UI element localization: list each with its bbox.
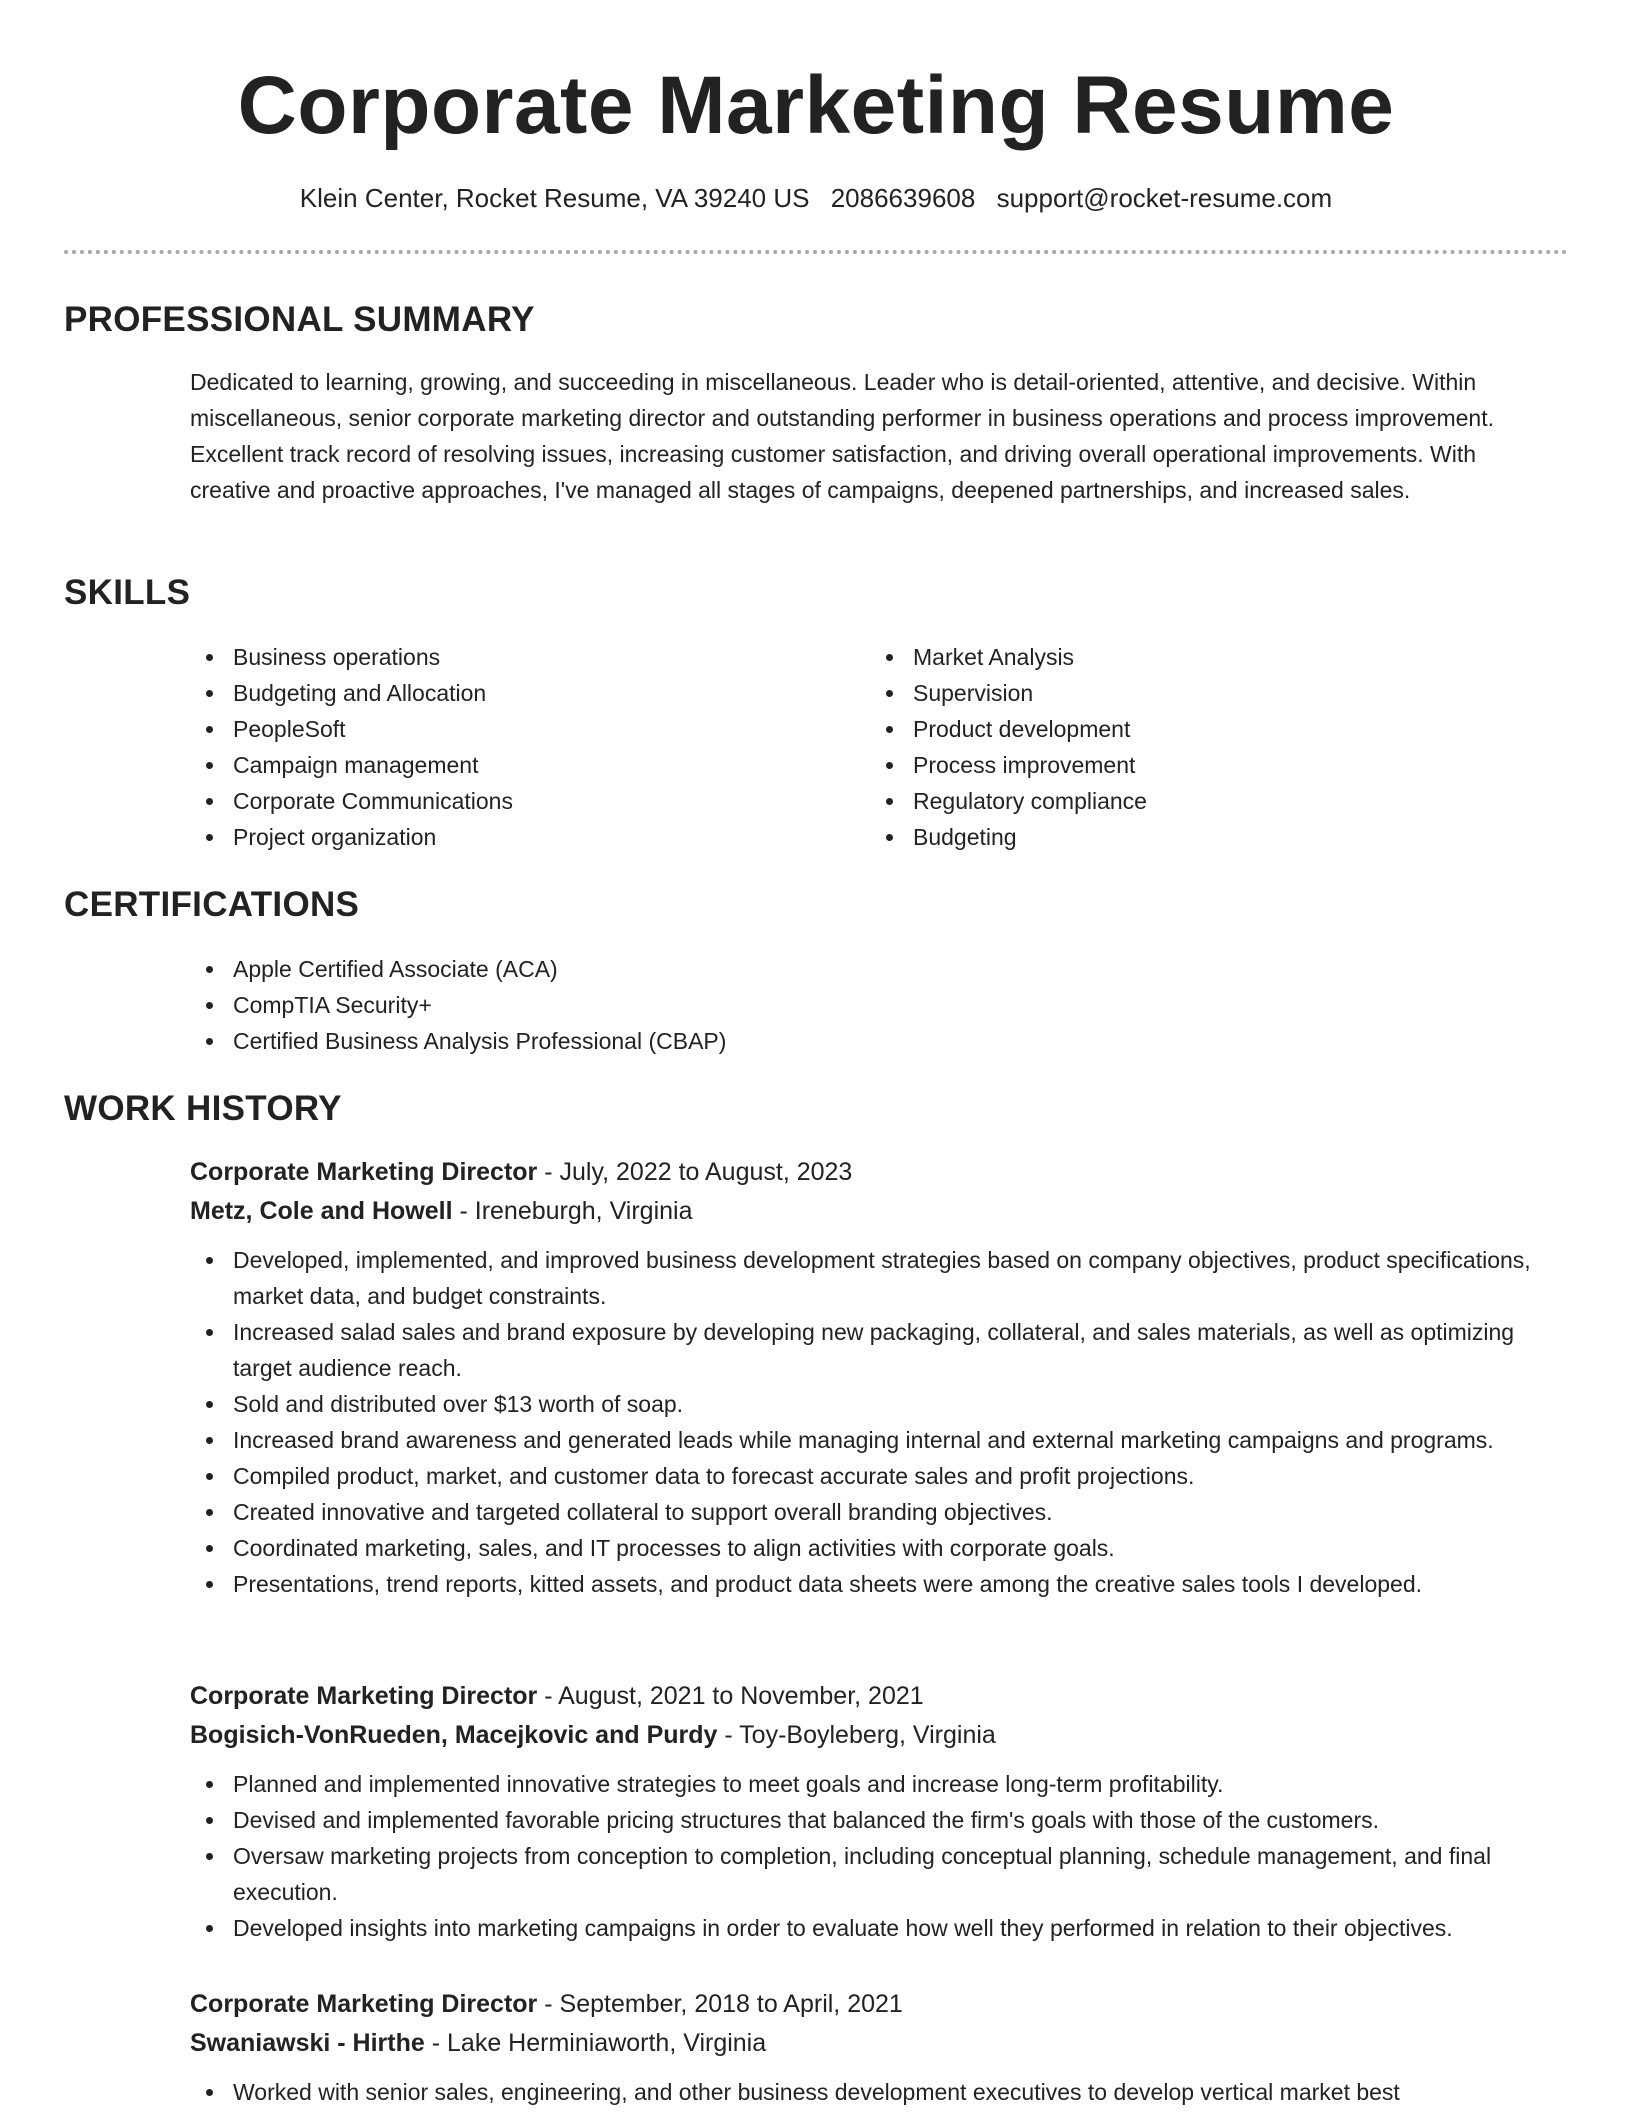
job-location: - Lake Herminiaworth, Virginia: [424, 2029, 767, 2057]
job-company: Swaniawski - Hirthe: [190, 2029, 425, 2057]
job-role-line: [190, 1153, 1570, 1192]
email: support@rocket-resume.com: [996, 183, 1333, 213]
job-bullet: Sold and distributed over $13 worth of soap.: [190, 1386, 1570, 1422]
skills-column-1: [190, 639, 850, 855]
section-title-certifications: CERTIFICATIONS: [64, 885, 360, 924]
job-role: Corporate Marketing Director: [190, 1682, 538, 1710]
job-bullet: Increased salad sales and brand exposure by developing new packaging, collateral, and sales materials, as well as optimizing target audience reach.: [190, 1314, 1570, 1386]
job-role: Corporate Marketing Director: [190, 1158, 538, 1186]
job-bullet: Devised and implemented favorable pricing structures that balanced the firm's goals with those of the customers.: [190, 1802, 1570, 1838]
job-role-line: [190, 1985, 1570, 2024]
skill-item: Business operations: [190, 639, 850, 675]
job-bullet: Increased brand awareness and generated leads while managing internal and external marketing campaigns and programs.: [190, 1422, 1570, 1458]
job-bullet: Compiled product, market, and customer data to forecast accurate sales and profit projections.: [190, 1458, 1570, 1494]
skill-item: Campaign management: [190, 747, 850, 783]
skill-item: Budgeting and Allocation: [190, 675, 850, 711]
skill-item: Project organization: [190, 819, 850, 855]
job-entry: [190, 1153, 1570, 1602]
job-role-line: [190, 1677, 1570, 1716]
job-bullet: Presentations, trend reports, kitted assets, and product data sheets were among the creative sales tools I developed.: [190, 1566, 1570, 1602]
phone: 2086639608: [830, 183, 976, 213]
address: Klein Center, Rocket Resume, VA 39240 US: [299, 183, 810, 213]
job-bullet: Oversaw marketing projects from conception to completion, including conceptual planning, schedule management, and final execution.: [190, 1838, 1570, 1910]
job-location: - Toy-Boyleberg, Virginia: [717, 1721, 996, 1749]
resume-title: Corporate Marketing Resume: [237, 60, 1395, 151]
job-company-line: [190, 2024, 1570, 2063]
job-dates: - July, 2022 to August, 2023: [537, 1158, 853, 1186]
skills-column-2: [870, 639, 1530, 855]
job-dates: - August, 2021 to November, 2021: [537, 1682, 924, 1710]
skill-item: Supervision: [870, 675, 1530, 711]
job-bullet: Developed, implemented, and improved business development strategies based on company objectives, product specifications, market data, and budget constraints.: [190, 1242, 1570, 1314]
job-bullet: Coordinated marketing, sales, and IT processes to align activities with corporate goals.: [190, 1530, 1570, 1566]
job-entry: [190, 1677, 1570, 1946]
section-title-skills: SKILLS: [64, 573, 191, 612]
skill-item: Process improvement: [870, 747, 1530, 783]
job-company: Metz, Cole and Howell: [190, 1197, 453, 1225]
job-bullets: [190, 2074, 1570, 2110]
skill-item: Market Analysis: [870, 639, 1530, 675]
job-bullet: Developed insights into marketing campaigns in order to evaluate how well they performed in relation to their objectives.: [190, 1910, 1570, 1946]
job-entry: [190, 1985, 1570, 2110]
skill-item: PeopleSoft: [190, 711, 850, 747]
certification-item: CompTIA Security+: [190, 987, 1560, 1023]
job-bullets: [190, 1242, 1570, 1602]
job-company-line: [190, 1716, 1570, 1755]
certification-item: Apple Certified Associate (ACA): [190, 951, 1560, 987]
skill-item: Budgeting: [870, 819, 1530, 855]
certifications-block: [190, 951, 1560, 1059]
job-company-line: [190, 1192, 1570, 1231]
skill-item: Regulatory compliance: [870, 783, 1530, 819]
job-bullets: [190, 1766, 1570, 1946]
summary-text: Dedicated to learning, growing, and succeeding in miscellaneous. Leader who is detail-oriented, attentive, and decisive. Within miscellaneous, senior corporate marketing director and outstanding performer in business operations and process improvement. Excellent track record of resolving issues, increasing customer satisfaction, and driving overall operational improvements. With creative and proactive approaches, I've managed all stages of campaigns, deepened partnerships, and increased sales.: [190, 369, 1495, 503]
job-dates: - September, 2018 to April, 2021: [537, 1990, 903, 2018]
header-divider: [64, 250, 1568, 254]
certification-item: Certified Business Analysis Professional (CBAP): [190, 1023, 1560, 1059]
certifications-list: [190, 951, 1560, 1059]
contact-line: [0, 180, 1632, 216]
job-bullet: Created innovative and targeted collateral to support overall branding objectives.: [190, 1494, 1570, 1530]
job-company: Bogisich-VonRueden, Macejkovic and Purdy: [190, 1721, 718, 1749]
skill-item: Product development: [870, 711, 1530, 747]
skills-list-2: [870, 639, 1530, 855]
job-location: - Ireneburgh, Virginia: [452, 1197, 693, 1225]
skill-item: Corporate Communications: [190, 783, 850, 819]
skills-list-1: [190, 639, 850, 855]
section-title-summary: PROFESSIONAL SUMMARY: [64, 300, 535, 339]
job-role: Corporate Marketing Director: [190, 1990, 538, 2018]
job-bullet: Planned and implemented innovative strategies to meet goals and increase long-term profitability.: [190, 1766, 1570, 1802]
job-bullet: Worked with senior sales, engineering, and other business development executives to develop vertical market best: [190, 2074, 1570, 2110]
section-title-work-history: WORK HISTORY: [64, 1089, 342, 1128]
